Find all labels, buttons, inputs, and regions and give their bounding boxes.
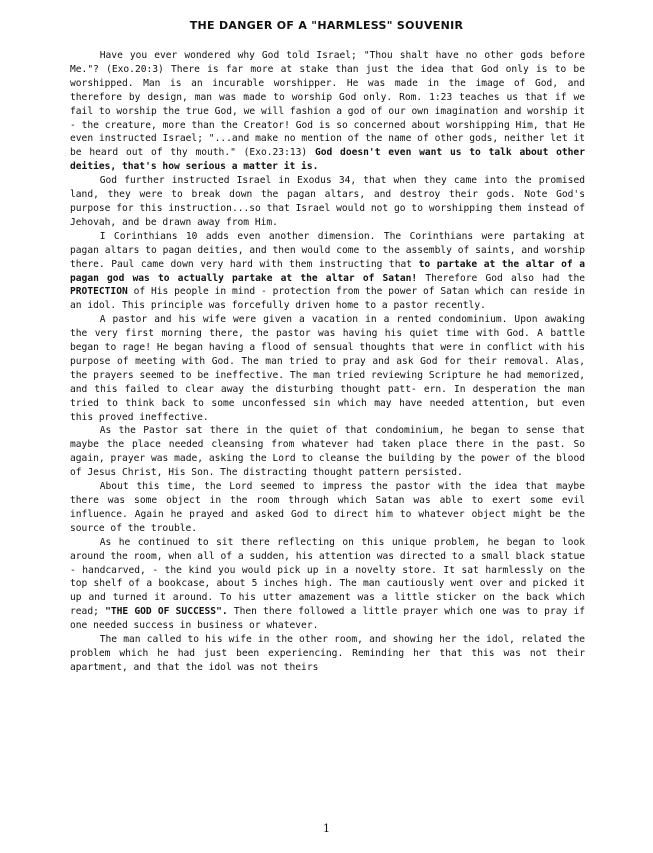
paragraph	[70, 633, 585, 675]
paragraph-text: A pastor and his wife were given a vacation in a rented condominium. Upon awaking the very first morning there, the pastor was having his quiet time with God. A battle began to rage! He began having a flood of sensual thoughts that were in conflict with his purpose of meeting with God. The man tried to pray and ask God for their removal. Alas, the prayers seemed to be ineffective. The man tried reviewing Scripture he had memorized, and this failed to clear away the disturbing thought patt- ern. In desperation the man tried to think back to some unconfessed sin which may have needed attention, but even this proved ineffective.	[70, 314, 585, 423]
paragraph-text: I Corinthians 10 adds even another dimension. The Corinthians were partaking at pagan altars to pagan deities, and then would come to the assembly of saints, and worship there. Paul came down very hard with them instructing that	[70, 230, 585, 270]
paragraph	[70, 230, 585, 313]
paragraph	[70, 424, 585, 480]
paragraph-text: The man called to his wife in the other room, and showing her the idol, related the problem which he had just been experiencing. Reminding her that this was not their apartment, and that the idol was not theirs	[70, 634, 585, 673]
bold-text: to partake at the altar of a pagan god was to actually partake at the altar of Satan!	[70, 258, 586, 284]
paragraph	[70, 313, 585, 424]
paragraph-text: Then there followed a little prayer which one was to pray if one needed success in business or whatever.	[70, 606, 585, 632]
paragraph	[70, 536, 585, 633]
bold-text: God doesn't even want us to talk about other deities, that's how serious a matter it is.	[70, 147, 585, 173]
document-title: THE DANGER OF A "HARMLESS" SOUVENIR	[189, 19, 464, 32]
paragraph-text: God further instructed Israel in Exodus 34, that when they came into the promised land, they were to break down the pagan altars, and destroy their gods. Note God's purpose for this instruction...so that Israel would not go to worshipping them instead of Jehovah, and be drawn away from Him.	[70, 175, 585, 228]
bold-text: PROTECTION	[70, 286, 128, 298]
paragraph-text: As he continued to sit there reflecting on this unique problem, he began to look around the room, when all of a sudden, his attention was directed to a small black statue - handcarved, - the kind you would pick up in a novelty store. It sat harmlessly on the top shelf of a bookcase, about 5 inches high. The man cautiously went over and picked it up and turned it around. To his utter amazement was a little sticker on the back which read;	[70, 536, 585, 618]
paragraph	[70, 49, 585, 174]
document-body	[70, 49, 585, 675]
paragraph	[70, 480, 585, 536]
page-number: 1	[323, 822, 330, 835]
paragraph-text: Therefore God also had the	[417, 272, 586, 284]
paragraph-text: of His people in mind - protection from the power of Satan which can reside in an idol. This principle was forcefully driven home to a pastor recently.	[70, 286, 585, 312]
bold-text: "THE GOD OF SUCCESS".	[105, 606, 228, 618]
paragraph-text: Have you ever wondered why God told Israel; "Thou shalt have no other gods before Me."? (Exo.20:3) There is far more at stake than just the idea that God only is to be worshipped. Man is an incurable worshipper. He was made in the image of God, and therefore by design, man was made to worship God only. Rom. 1:23 teaches us that if we fail to worship the true God, we will fashion a god of our own imagination and worship it - the creature, more than the Creator! God is so concerned about worshipping Him, that He even instructed Israel; "...and make no mention of the name of other gods, neither let it be heard out of thy mouth." (Exo.23:13)	[70, 50, 585, 159]
paragraph	[70, 174, 585, 230]
paragraph-text: About this time, the Lord seemed to impress the pastor with the idea that maybe there was some object in the room through which Satan was able to exert some evil influence. Again he prayed and asked God to direct him to whatever object might be the source of the trouble.	[70, 481, 585, 534]
paragraph-text: As the Pastor sat there in the quiet of that condominium, he began to sense that maybe the place needed cleansing from whatever had taken place there in the past. So again, prayer was made, asking the Lord to cleanse the building by the power of the blood of Jesus Christ, His Son. The distracting thought pattern persisted.	[70, 425, 585, 479]
